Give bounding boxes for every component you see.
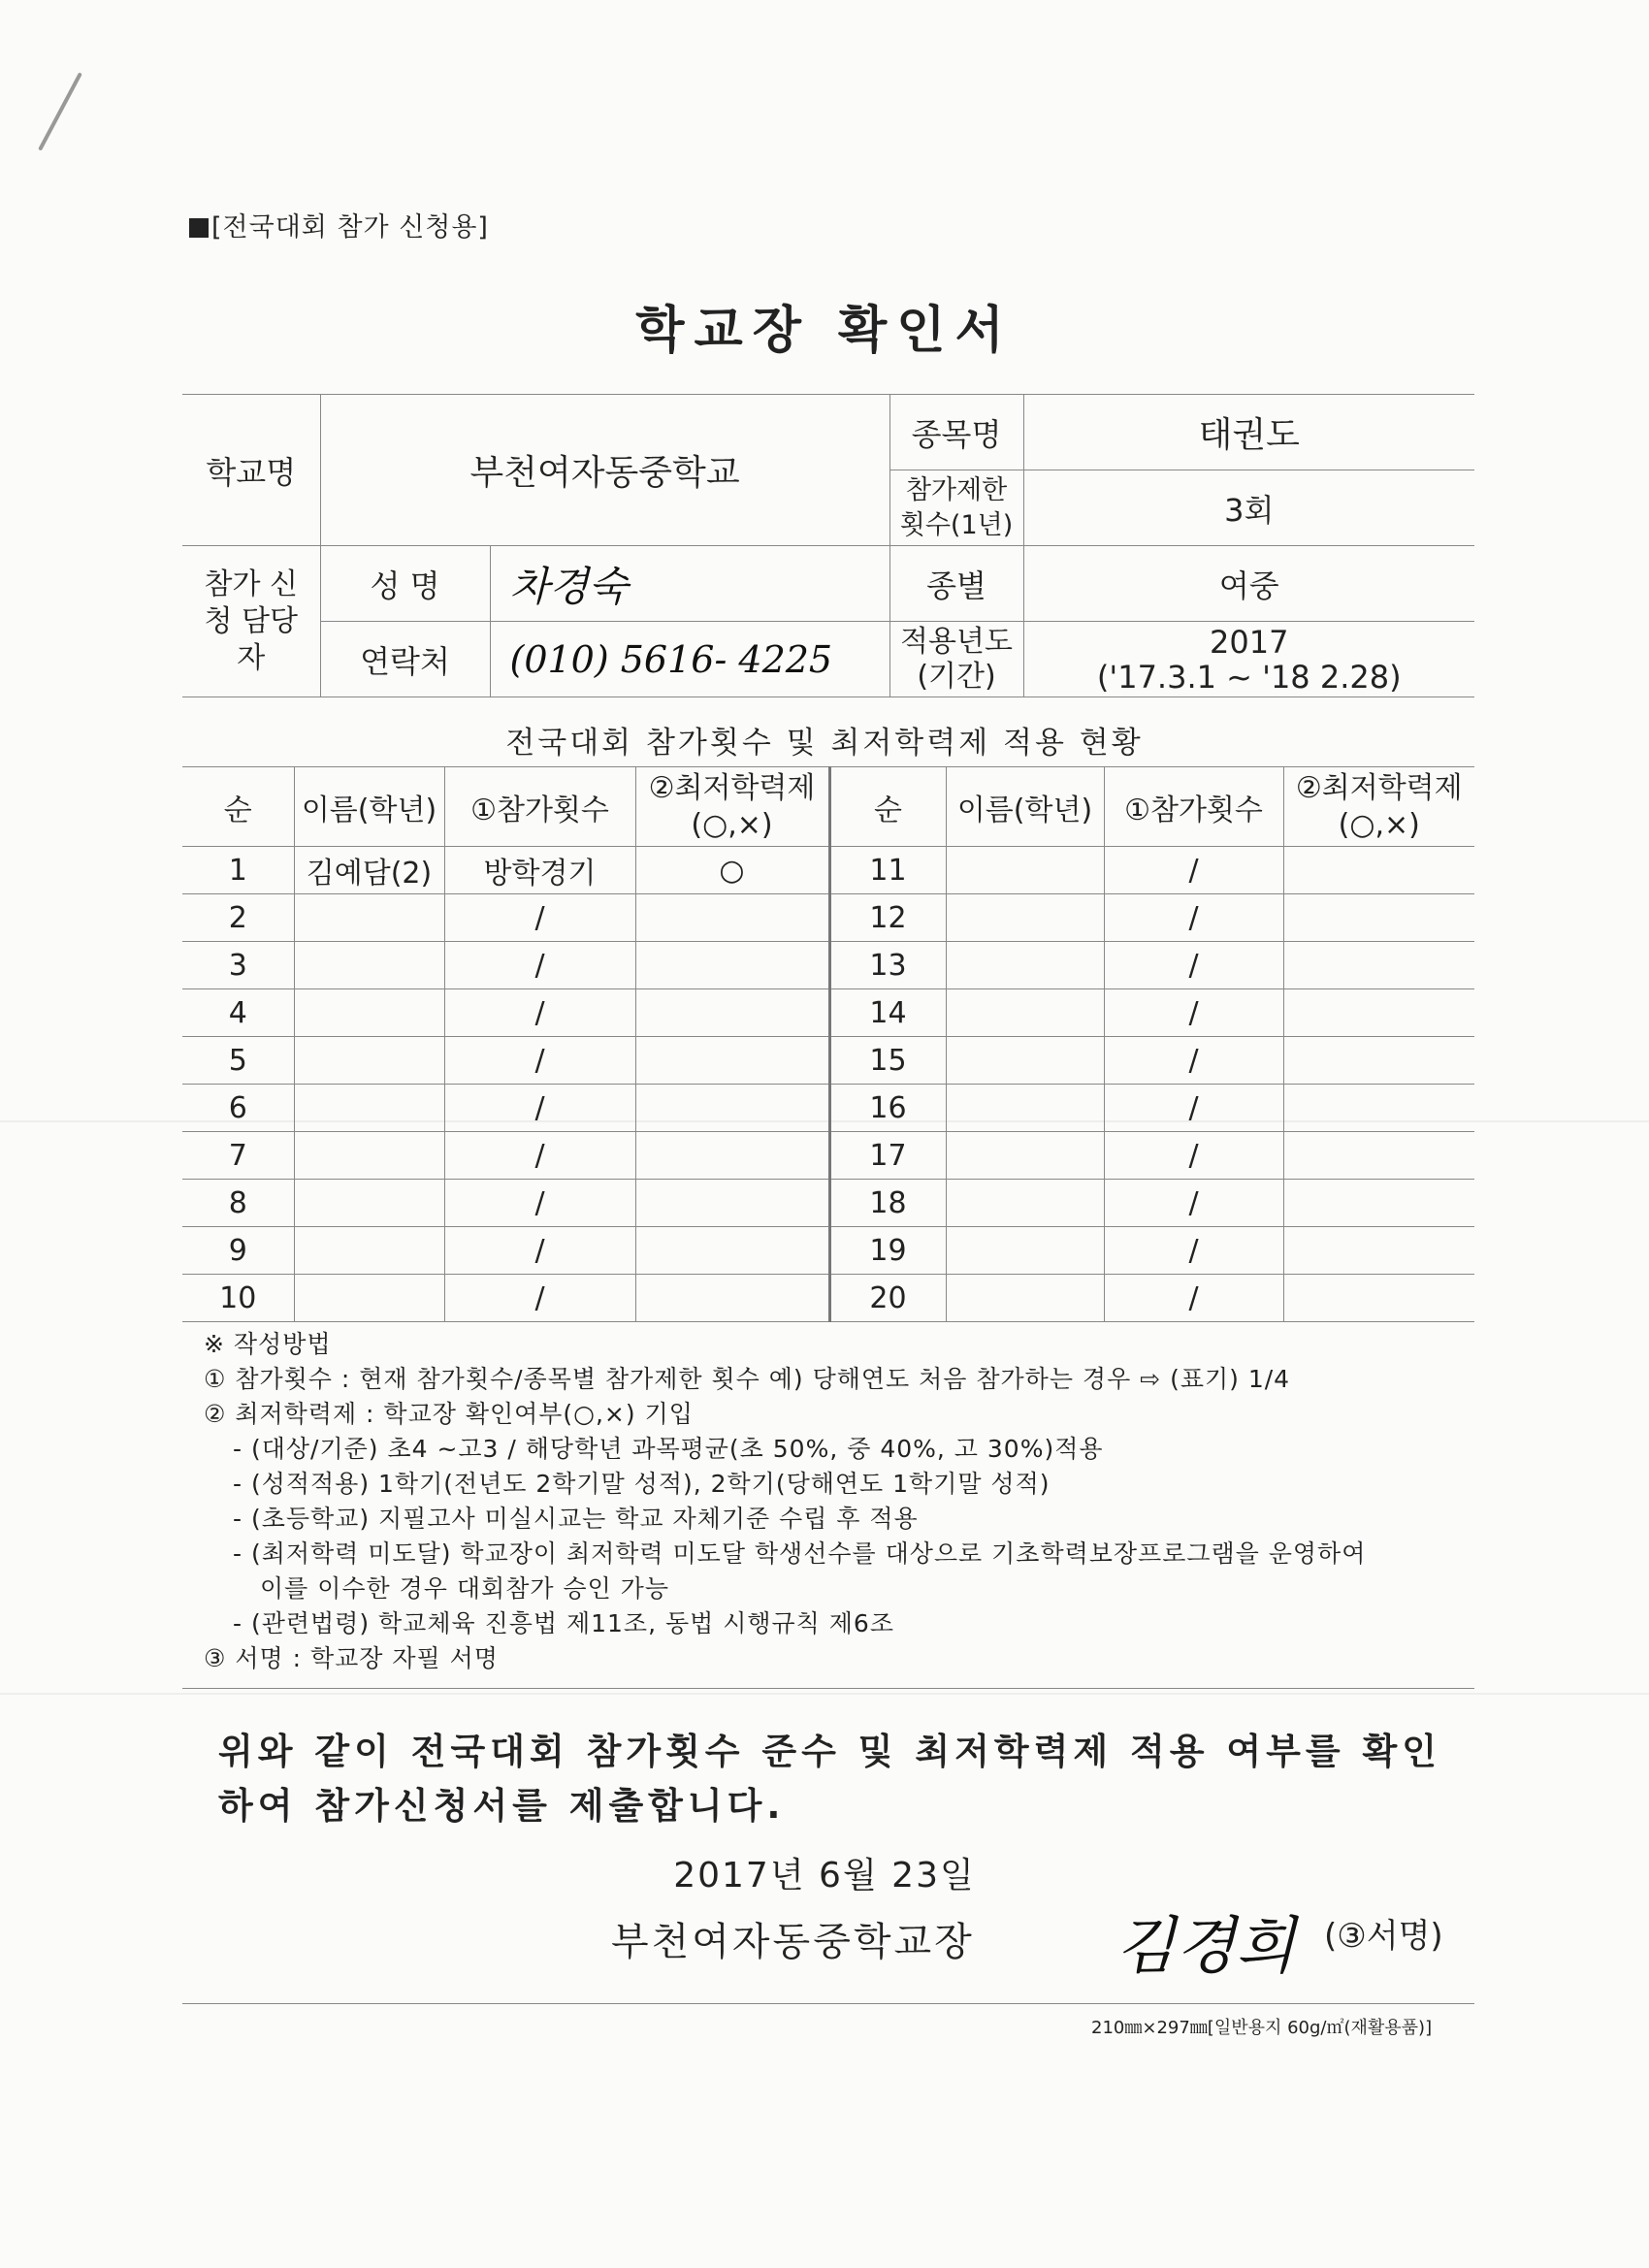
- student-name: [294, 1180, 444, 1227]
- minimum-check: [635, 1180, 829, 1227]
- minimum-check: ○: [635, 847, 829, 894]
- col-header-minimum: ②최저학력제 (○,×): [635, 767, 829, 847]
- row-number: 15: [829, 1037, 946, 1085]
- square-bullet-icon: [189, 218, 209, 238]
- participation-count: /: [1104, 1132, 1283, 1180]
- table-row: [182, 1037, 1474, 1085]
- row-number: 16: [829, 1085, 946, 1132]
- student-name: [946, 1227, 1104, 1275]
- student-name: [294, 989, 444, 1037]
- category-value: 여중: [1023, 546, 1474, 622]
- student-name: [946, 942, 1104, 989]
- minimum-check: [635, 1275, 829, 1322]
- col-header-name: 이름(학년): [294, 767, 444, 847]
- applicant-label: 참가 신청 담당자: [182, 546, 320, 697]
- instruction-subitem: - (성적적용) 1학기(전년도 2학기말 성적), 2학기(당해연도 1학기말 성적): [233, 1470, 1051, 1498]
- instruction-subitem: - (관련법령) 학교체육 진흥법 제11조, 동법 시행규칙 제6조: [233, 1609, 894, 1637]
- row-number: 12: [829, 894, 946, 942]
- row-number: 4: [182, 989, 294, 1037]
- participation-table: [182, 766, 1474, 1322]
- minimum-check: [1283, 1085, 1474, 1132]
- minimum-check: [635, 989, 829, 1037]
- instruction-item: ③ 서명 : 학교장 자필 서명: [204, 1644, 499, 1672]
- row-number: 2: [182, 894, 294, 942]
- handwritten-signature: 김경희: [1116, 1911, 1296, 1983]
- student-name: [946, 847, 1104, 894]
- participation-count: /: [444, 894, 635, 942]
- instruction-subitem: - (대상/기준) 초4 ~고3 / 해당학년 과목평균(초 50%, 중 40%, 고 30%)적용: [233, 1435, 1104, 1463]
- divider: [182, 1688, 1474, 1689]
- limit-value: 3회: [1023, 470, 1474, 546]
- student-name: [294, 1275, 444, 1322]
- row-number: 6: [182, 1085, 294, 1132]
- participation-count: /: [444, 1037, 635, 1085]
- category-label: 종별: [889, 546, 1023, 622]
- form-type-text: [전국대회 참가 신청용]: [211, 212, 489, 243]
- participation-count: /: [444, 1227, 635, 1275]
- table-row: [182, 1275, 1474, 1322]
- student-name: [294, 894, 444, 942]
- participation-count: /: [1104, 1037, 1283, 1085]
- row-number: 9: [182, 1227, 294, 1275]
- minimum-check: [1283, 1180, 1474, 1227]
- minimum-check: [635, 1132, 829, 1180]
- divider: [182, 2003, 1474, 2004]
- instruction-item: ① 참가횟수 : 현재 참가횟수/종목별 참가제한 횟수 예) 당해연도 처음 참가하는 경우 ⇨ (표기) 1/4: [204, 1365, 1291, 1393]
- paper-spec-footer: 210㎜×297㎜[일반용지 60g/㎡(재활용품)]: [1091, 2018, 1433, 2038]
- event-label: 종목명: [889, 395, 1023, 470]
- table-row: [182, 1227, 1474, 1275]
- participation-count: /: [444, 1085, 635, 1132]
- row-number: 17: [829, 1132, 946, 1180]
- event-value: 태권도: [1023, 395, 1474, 470]
- table-row: [182, 989, 1474, 1037]
- instruction-heading: ※ 작성방법: [204, 1330, 332, 1358]
- participation-count: /: [444, 1180, 635, 1227]
- col-header-minimum: ②최저학력제 (○,×): [1283, 767, 1474, 847]
- statement-line: 위와 같이 전국대회 참가횟수 준수 및 최저학력제 적용 여부를 확인: [218, 1731, 1441, 1772]
- row-number: 18: [829, 1180, 946, 1227]
- school-label: 학교명: [182, 395, 320, 546]
- name-label: 성 명: [320, 546, 490, 622]
- minimum-check: [1283, 1275, 1474, 1322]
- staple-mark: [38, 72, 82, 150]
- minimum-check: [1283, 894, 1474, 942]
- student-name: [294, 942, 444, 989]
- student-name: [946, 1180, 1104, 1227]
- confirmation-statement: [218, 1725, 1470, 1833]
- minimum-check: [635, 942, 829, 989]
- contact-label: 연락처: [320, 622, 490, 697]
- participation-count: /: [1104, 1227, 1283, 1275]
- participation-count: /: [1104, 989, 1283, 1037]
- col-header-no: 순: [182, 767, 294, 847]
- table-row: [182, 1180, 1474, 1227]
- row-number: 20: [829, 1275, 946, 1322]
- period-value: ('17.3.1 ~ '18 2.28): [1096, 658, 1402, 696]
- row-number: 19: [829, 1227, 946, 1275]
- row-number: 5: [182, 1037, 294, 1085]
- participation-count: /: [1104, 847, 1283, 894]
- name-value: 차경숙: [490, 546, 889, 622]
- minimum-check: [1283, 1132, 1474, 1180]
- instructions: [204, 1327, 1366, 1676]
- minimum-check: [1283, 989, 1474, 1037]
- student-name: [294, 1227, 444, 1275]
- instruction-item: ② 최저학력제 : 학교장 확인여부(○,×) 기입: [204, 1400, 694, 1428]
- minimum-check: [635, 894, 829, 942]
- minimum-check: [1283, 1037, 1474, 1085]
- participation-count: /: [1104, 1180, 1283, 1227]
- row-number: 14: [829, 989, 946, 1037]
- signature-label: (③서명): [1324, 1917, 1443, 1956]
- student-name: [946, 989, 1104, 1037]
- participation-count: /: [1104, 894, 1283, 942]
- student-name: [946, 1037, 1104, 1085]
- row-number: 10: [182, 1275, 294, 1322]
- col-header-name: 이름(학년): [946, 767, 1104, 847]
- school-value: 부천여자동중학교: [320, 395, 889, 546]
- student-name: 김예담(2): [294, 847, 444, 894]
- minimum-check: [1283, 942, 1474, 989]
- table-row: [182, 894, 1474, 942]
- table-row: [182, 942, 1474, 989]
- participation-count: /: [444, 989, 635, 1037]
- row-number: 1: [182, 847, 294, 894]
- minimum-check: [1283, 1227, 1474, 1275]
- limit-label: 참가제한 횟수(1년): [889, 470, 1023, 546]
- participation-count: /: [444, 1132, 635, 1180]
- row-number: 7: [182, 1132, 294, 1180]
- col-header-count: ①참가횟수: [444, 767, 635, 847]
- instruction-subitem: - (초등학교) 지필고사 미실시교는 학교 자체기준 수립 후 적용: [233, 1505, 919, 1533]
- instruction-subitem: - (최저학력 미도달) 학교장이 최저학력 미도달 학생선수를 대상으로 기초학력보장프로그램을 운영하여: [233, 1539, 1367, 1568]
- row-number: 11: [829, 847, 946, 894]
- statement-line: 하여 참가신청서를 제출합니다.: [218, 1785, 786, 1827]
- participation-count: 방학경기: [444, 847, 635, 894]
- issue-date: 2017년 6월 23일: [673, 1856, 976, 1895]
- contact-value: (010) 5616- 4225: [490, 622, 889, 697]
- table-row: [182, 1085, 1474, 1132]
- row-number: 8: [182, 1180, 294, 1227]
- minimum-check: [635, 1085, 829, 1132]
- participation-count: /: [444, 942, 635, 989]
- student-name: [946, 1275, 1104, 1322]
- student-name: [294, 1037, 444, 1085]
- minimum-check: [1283, 847, 1474, 894]
- year-cell: [1023, 622, 1474, 697]
- row-number: 3: [182, 942, 294, 989]
- student-name: [946, 1132, 1104, 1180]
- student-name: [946, 1085, 1104, 1132]
- year-value: 2017: [1210, 623, 1289, 661]
- participation-count: /: [1104, 942, 1283, 989]
- info-table: [182, 394, 1474, 697]
- row-number: 13: [829, 942, 946, 989]
- instruction-subitem-continued: 이를 이수한 경우 대회참가 승인 가능: [260, 1574, 669, 1603]
- col-header-no: 순: [829, 767, 946, 847]
- minimum-check: [635, 1037, 829, 1085]
- year-label: 적용년도 (기간): [889, 622, 1023, 697]
- participation-count: /: [1104, 1275, 1283, 1322]
- table-row: [182, 847, 1474, 894]
- col-header-count: ①참가횟수: [1104, 767, 1283, 847]
- student-name: [946, 894, 1104, 942]
- page-title: 학교장 확인서: [635, 302, 1014, 360]
- principal-title: 부천여자동중학교장: [611, 1920, 975, 1964]
- form-type-tag: [189, 206, 489, 243]
- participation-title: 전국대회 참가횟수 및 최저학력제 적용 현황: [505, 726, 1144, 761]
- participation-count: /: [444, 1275, 635, 1322]
- student-name: [294, 1085, 444, 1132]
- participation-count: /: [1104, 1085, 1283, 1132]
- minimum-check: [635, 1227, 829, 1275]
- table-row: [182, 1132, 1474, 1180]
- student-name: [294, 1132, 444, 1180]
